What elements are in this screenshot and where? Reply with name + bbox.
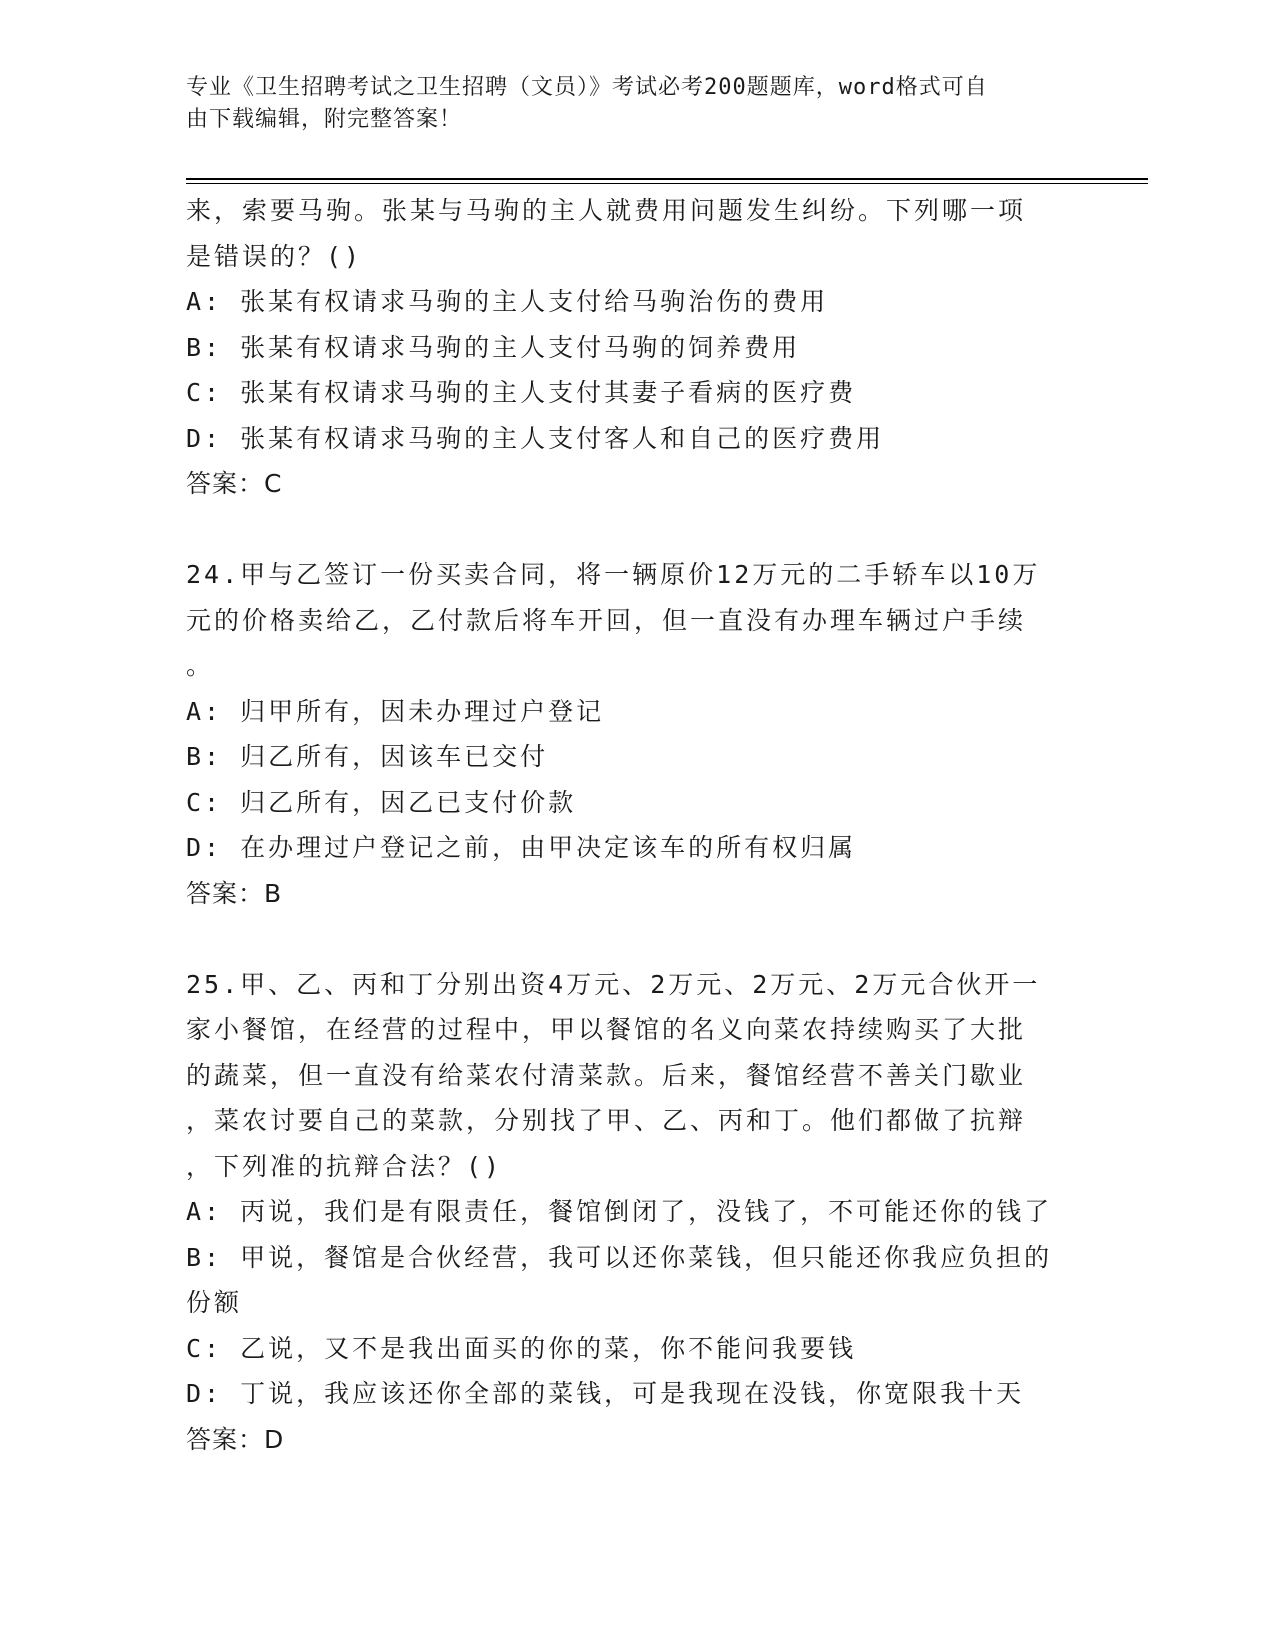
document-body <box>186 188 1086 1462</box>
question-text-line: 家小餐馆，在经营的过程中，甲以餐馆的名义向菜农持续购买了大批 <box>186 1015 1027 1044</box>
question-23 <box>186 188 1086 507</box>
question-text-line: 24.甲与乙签订一份买卖合同，将一辆原价12万元的二手轿车以10万 <box>186 560 1041 589</box>
option-d: D: 在办理过户登记之前，由甲决定该车的所有权归属 <box>186 833 857 862</box>
question-text-line: 。 <box>186 651 215 680</box>
header-rule-thick <box>186 178 1148 180</box>
answer: 答案：C <box>186 469 283 498</box>
answer: 答案：D <box>186 1424 285 1454</box>
header-line-2: 由下载编辑，附完整答案！ <box>186 107 463 132</box>
option-c: C: 归乙所有，因乙已支付价款 <box>186 787 577 817</box>
question-text-line: 元的价格卖给乙，乙付款后将车开回，但一直没有办理车辆过户手续 <box>186 605 1027 635</box>
option-a: A: 张某有权请求马驹的主人支付给马驹治伤的费用 <box>186 287 829 316</box>
spacer <box>186 916 1086 962</box>
document-header <box>186 72 1066 136</box>
question-text-line: ，下列准的抗辩合法？() <box>186 1151 503 1181</box>
question-25 <box>186 962 1086 1463</box>
question-text-line: 25.甲、乙、丙和丁分别出资4万元、2万元、2万元、2万元合伙开一 <box>186 969 1041 999</box>
question-text-line: ，菜农讨要自己的菜款，分别找了甲、乙、丙和丁。他们都做了抗辩 <box>186 1106 1027 1135</box>
option-b: B: 甲说，餐馆是合伙经营，我可以还你菜钱，但只能还你我应负担的 <box>186 1242 1053 1272</box>
question-text-line: 来，索要马驹。张某与马驹的主人就费用问题发生纠纷。下列哪一项 <box>186 196 1027 225</box>
option-a: A: 丙说，我们是有限责任，餐馆倒闭了，没钱了，不可能还你的钱了 <box>186 1197 1053 1226</box>
question-text-line: 的蔬菜，但一直没有给菜农付清菜款。后来，餐馆经营不善关门歇业 <box>186 1060 1027 1090</box>
option-c: C: 乙说，又不是我出面买的你的菜，你不能问我要钱 <box>186 1333 857 1363</box>
option-a: A: 归甲所有，因未办理过户登记 <box>186 696 605 726</box>
answer: 答案：B <box>186 878 283 908</box>
option-d: D: 丁说，我应该还你全部的菜钱，可是我现在没钱，你宽限我十天 <box>186 1379 1025 1408</box>
question-text-line: 是错误的？() <box>186 241 363 271</box>
header-line-1: 专业《卫生招聘考试之卫生招聘（文员）》考试必考200题题库，word格式可自 <box>186 75 988 100</box>
option-d: D: 张某有权请求马驹的主人支付客人和自己的医疗费用 <box>186 423 885 453</box>
option-b: B: 归乙所有，因该车已交付 <box>186 742 549 771</box>
option-b: B: 张某有权请求马驹的主人支付马驹的饲养费用 <box>186 332 801 362</box>
header-rule-thin <box>186 183 1148 184</box>
spacer <box>186 507 1086 553</box>
option-c: C: 张某有权请求马驹的主人支付其妻子看病的医疗费 <box>186 378 857 407</box>
question-24 <box>186 552 1086 916</box>
option-b-continued: 份额 <box>186 1288 243 1317</box>
